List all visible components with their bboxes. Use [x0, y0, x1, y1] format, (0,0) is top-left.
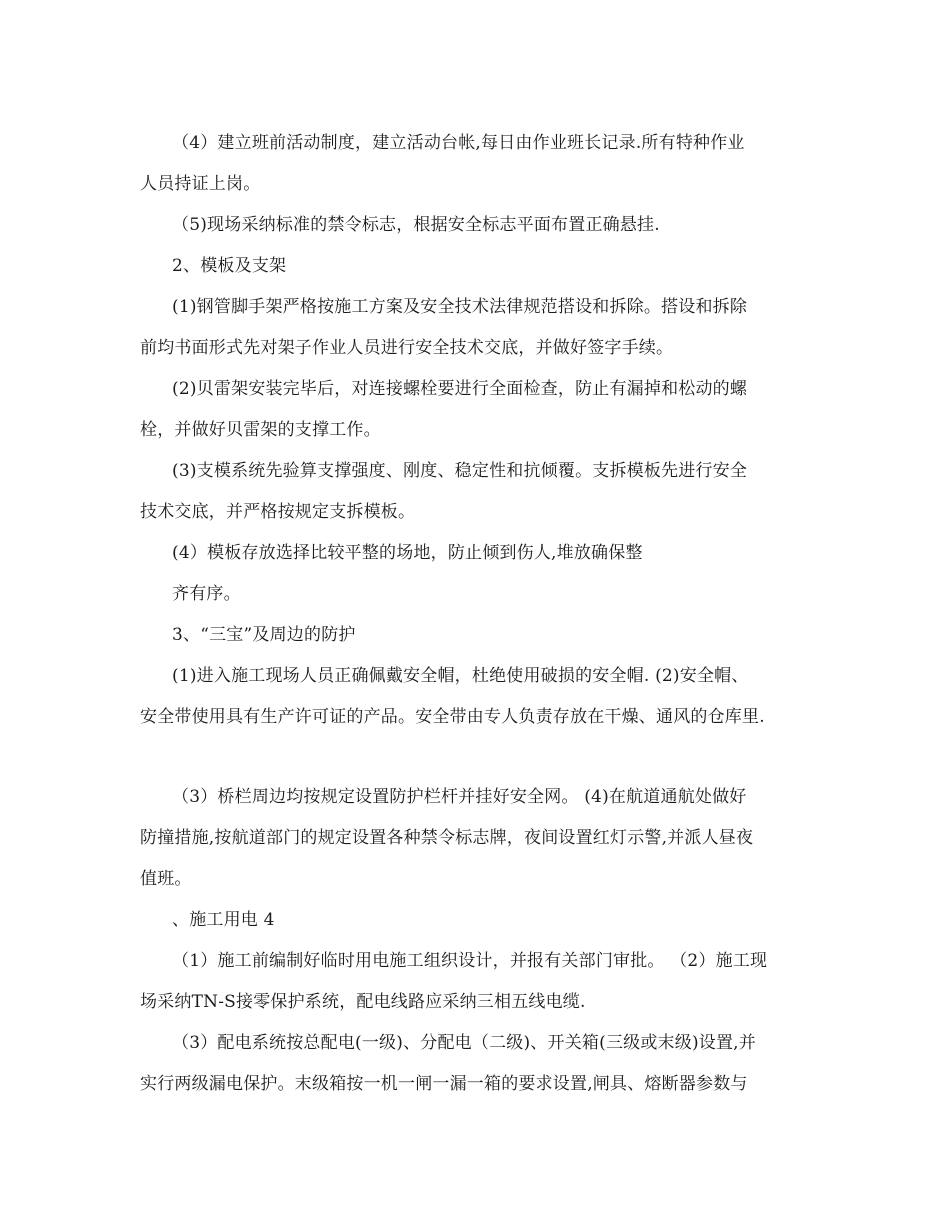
paragraph-line: 安全带使用具有生产许可证的产品。安全带由专人负责存放在干燥、通风的仓库里.	[140, 707, 765, 727]
paragraph-line: （3）桥栏周边均按规定设置防护栏杆并挂好安全网。 (4)在航道通航处做好	[172, 787, 747, 807]
section-heading: 3、“三宝”及周边的防护	[172, 625, 356, 645]
paragraph-line: (1)进入施工现场人员正确佩戴安全帽，杜绝使用破损的安全帽. (2)安全帽、	[172, 666, 749, 686]
paragraph-line: 场采纳TN-S接零保护系统，配电线路应采纳三相五线电缆.	[140, 992, 586, 1012]
section-heading: 2、模板及支架	[172, 256, 287, 276]
paragraph-line: 实行两级漏电保护。末级箱按一机一闸一漏一箱的要求设置,闸具、熔断器参数与	[140, 1074, 748, 1094]
paragraph-line: 防撞措施,按航道部门的规定设置各种禁令标志牌，夜间设置红灯示警,并派人昼夜	[140, 828, 754, 848]
paragraph-line: 值班。	[140, 869, 192, 889]
paragraph-line: （5)现场采纳标准的禁令标志，根据安全标志平面布置正确悬挂.	[172, 215, 660, 235]
paragraph-line: 齐有序。	[172, 584, 241, 604]
paragraph-line: (4）模板存放选择比较平整的场地，防止倾到伤人,堆放确保整	[172, 543, 643, 563]
paragraph-line: 栓，并做好贝雷架的支撑工作。	[140, 420, 381, 440]
paragraph-line: (3)支模系统先验算支撑强度、刚度、稳定性和抗倾覆。支拆模板先进行安全	[172, 461, 748, 481]
paragraph-line: （4）建立班前活动制度，建立活动台帐,每日由作业班长记录.所有特种作业	[172, 133, 745, 153]
paragraph-line: (2)贝雷架安装完毕后，对连接螺栓要进行全面检查，防止有漏掉和松动的螺	[172, 379, 748, 399]
paragraph-line: 人员持证上岗。	[140, 174, 261, 194]
paragraph-line: 技术交底，并严格按规定支拆模板。	[140, 502, 416, 522]
paragraph-line: （1）施工前编制好临时用电施工组织设计，并报有关部门审批。 （2）施工现	[172, 951, 768, 971]
paragraph-line: （3）配电系统按总配电(一级)、分配电（二级)、开关箱(三级或末级)设置,并	[172, 1033, 756, 1053]
section-heading: 、施工用电 4	[172, 910, 275, 930]
paragraph-line: 前均书面形式先对架子作业人员进行安全技术交底，并做好签字手续。	[140, 338, 674, 358]
paragraph-line: (1)钢管脚手架严格按施工方案及安全技术法律规范搭设和拆除。搭设和拆除	[172, 297, 748, 317]
